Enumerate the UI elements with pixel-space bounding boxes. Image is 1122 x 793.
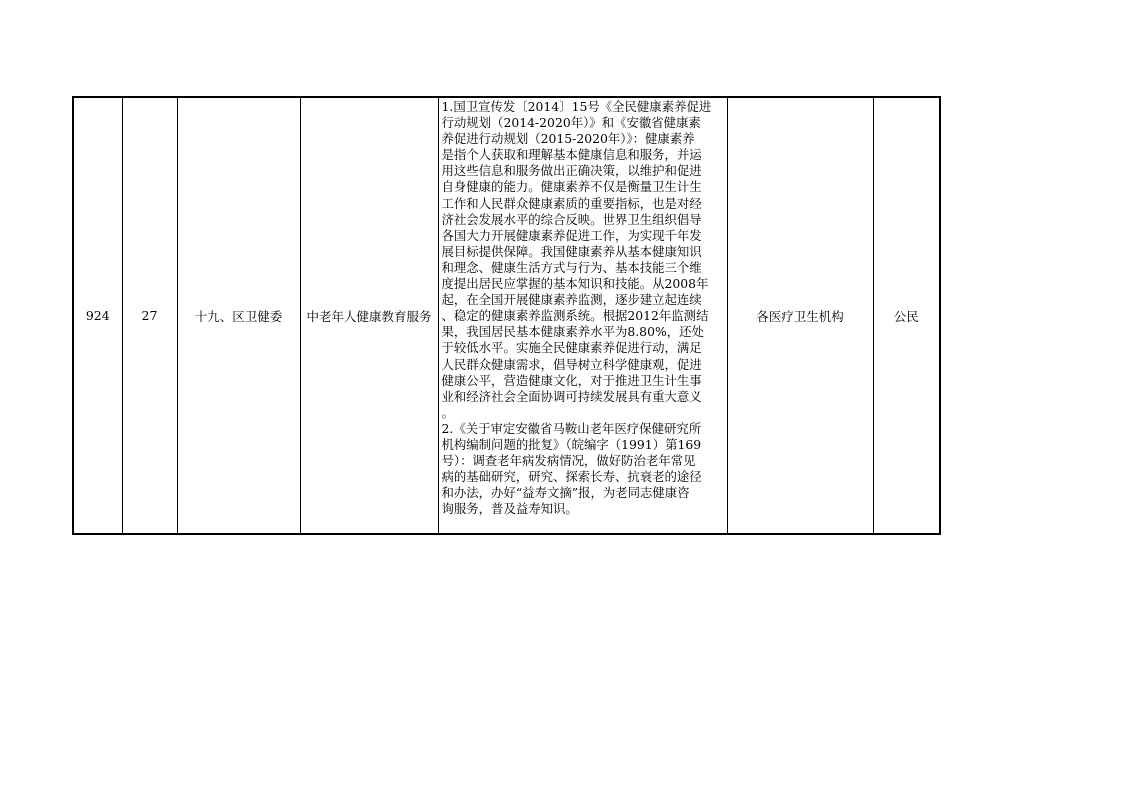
basis-line: 人民群众健康需求，倡导树立科学健康观，促进 [441,356,702,372]
basis-line: 业和经济社会全面协调可持续发展具有重大意义 [441,388,702,404]
seq-cell: 924 [73,97,122,534]
basis-line: 和办法，办好“益寿文摘”报，为老同志健康咨 [441,485,690,501]
service-name-cell: 中老年人健康教育服务 [300,97,438,534]
basis-line: 用这些信息和服务做出正确决策，以维护和促进 [441,163,702,179]
basis-line: 病的基础研究，研究、探索长寿、抗衰老的途径 [441,469,702,485]
provider-cell: 各医疗卫生机构 [727,97,873,534]
basis-line: 1.国卫宣传发〔2014〕15号《全民健康素养促进 [441,99,712,114]
basis-line: 健康公平，营造健康文化，对于推进卫生计生事 [441,372,702,388]
service-table [72,96,941,535]
basis-line: 于较低水平。实施全民健康素养促进行动，满足 [441,340,702,356]
basis-line: 机构编制问题的批复》（皖编字（1991）第169 [441,436,702,452]
basis-line: 行动规划（2014-2020年）》和《安徽省健康素 [441,115,701,131]
basis-line: 。 [441,404,454,420]
basis-line: 2.《关于审定安徽省马鞍山老年医疗保健研究所 [441,420,702,436]
basis-line: 是指个人获取和理解基本健康信息和服务，并运 [441,147,702,163]
basis-line: 号）：调查老年病发病情况，做好防治老年常见 [441,453,696,469]
basis-line: 果，我国居民基本健康素养水平为8.80%，还处 [441,324,704,340]
basis-line: 展目标提供保障。我国健康素养从基本健康知识 [441,243,702,259]
basis-line: 各国大力开展健康素养促进工作，为实现千年发 [441,227,702,243]
basis-cell [438,97,727,534]
basis-line: 和理念、健康生活方式与行为、基本技能三个维 [441,259,702,275]
table-row [73,97,940,534]
basis-line: 济社会发展水平的综合反映。世界卫生组织倡导 [441,211,702,227]
basis-line: 、稳定的健康素养监测系统。根据2012年监测结 [441,308,709,324]
sub-seq-cell: 27 [122,97,177,534]
basis-line: 自身健康的能力。健康素养不仅是衡量卫生计生 [441,179,702,195]
target-cell: 公民 [873,97,940,534]
basis-line: 度提出居民应掌握的基本知识和技能。从2008年 [441,276,709,292]
basis-line: 起，在全国开展健康素养监测，逐步建立起连续 [441,292,702,308]
basis-line: 工作和人民群众健康素质的重要指标，也是对经 [441,195,702,211]
department-cell: 十九、区卫健委 [177,97,300,534]
basis-line: 询服务，普及益寿知识。 [441,501,578,517]
basis-line: 养促进行动规划（2015-2020年）》：健康素养 [441,131,695,147]
